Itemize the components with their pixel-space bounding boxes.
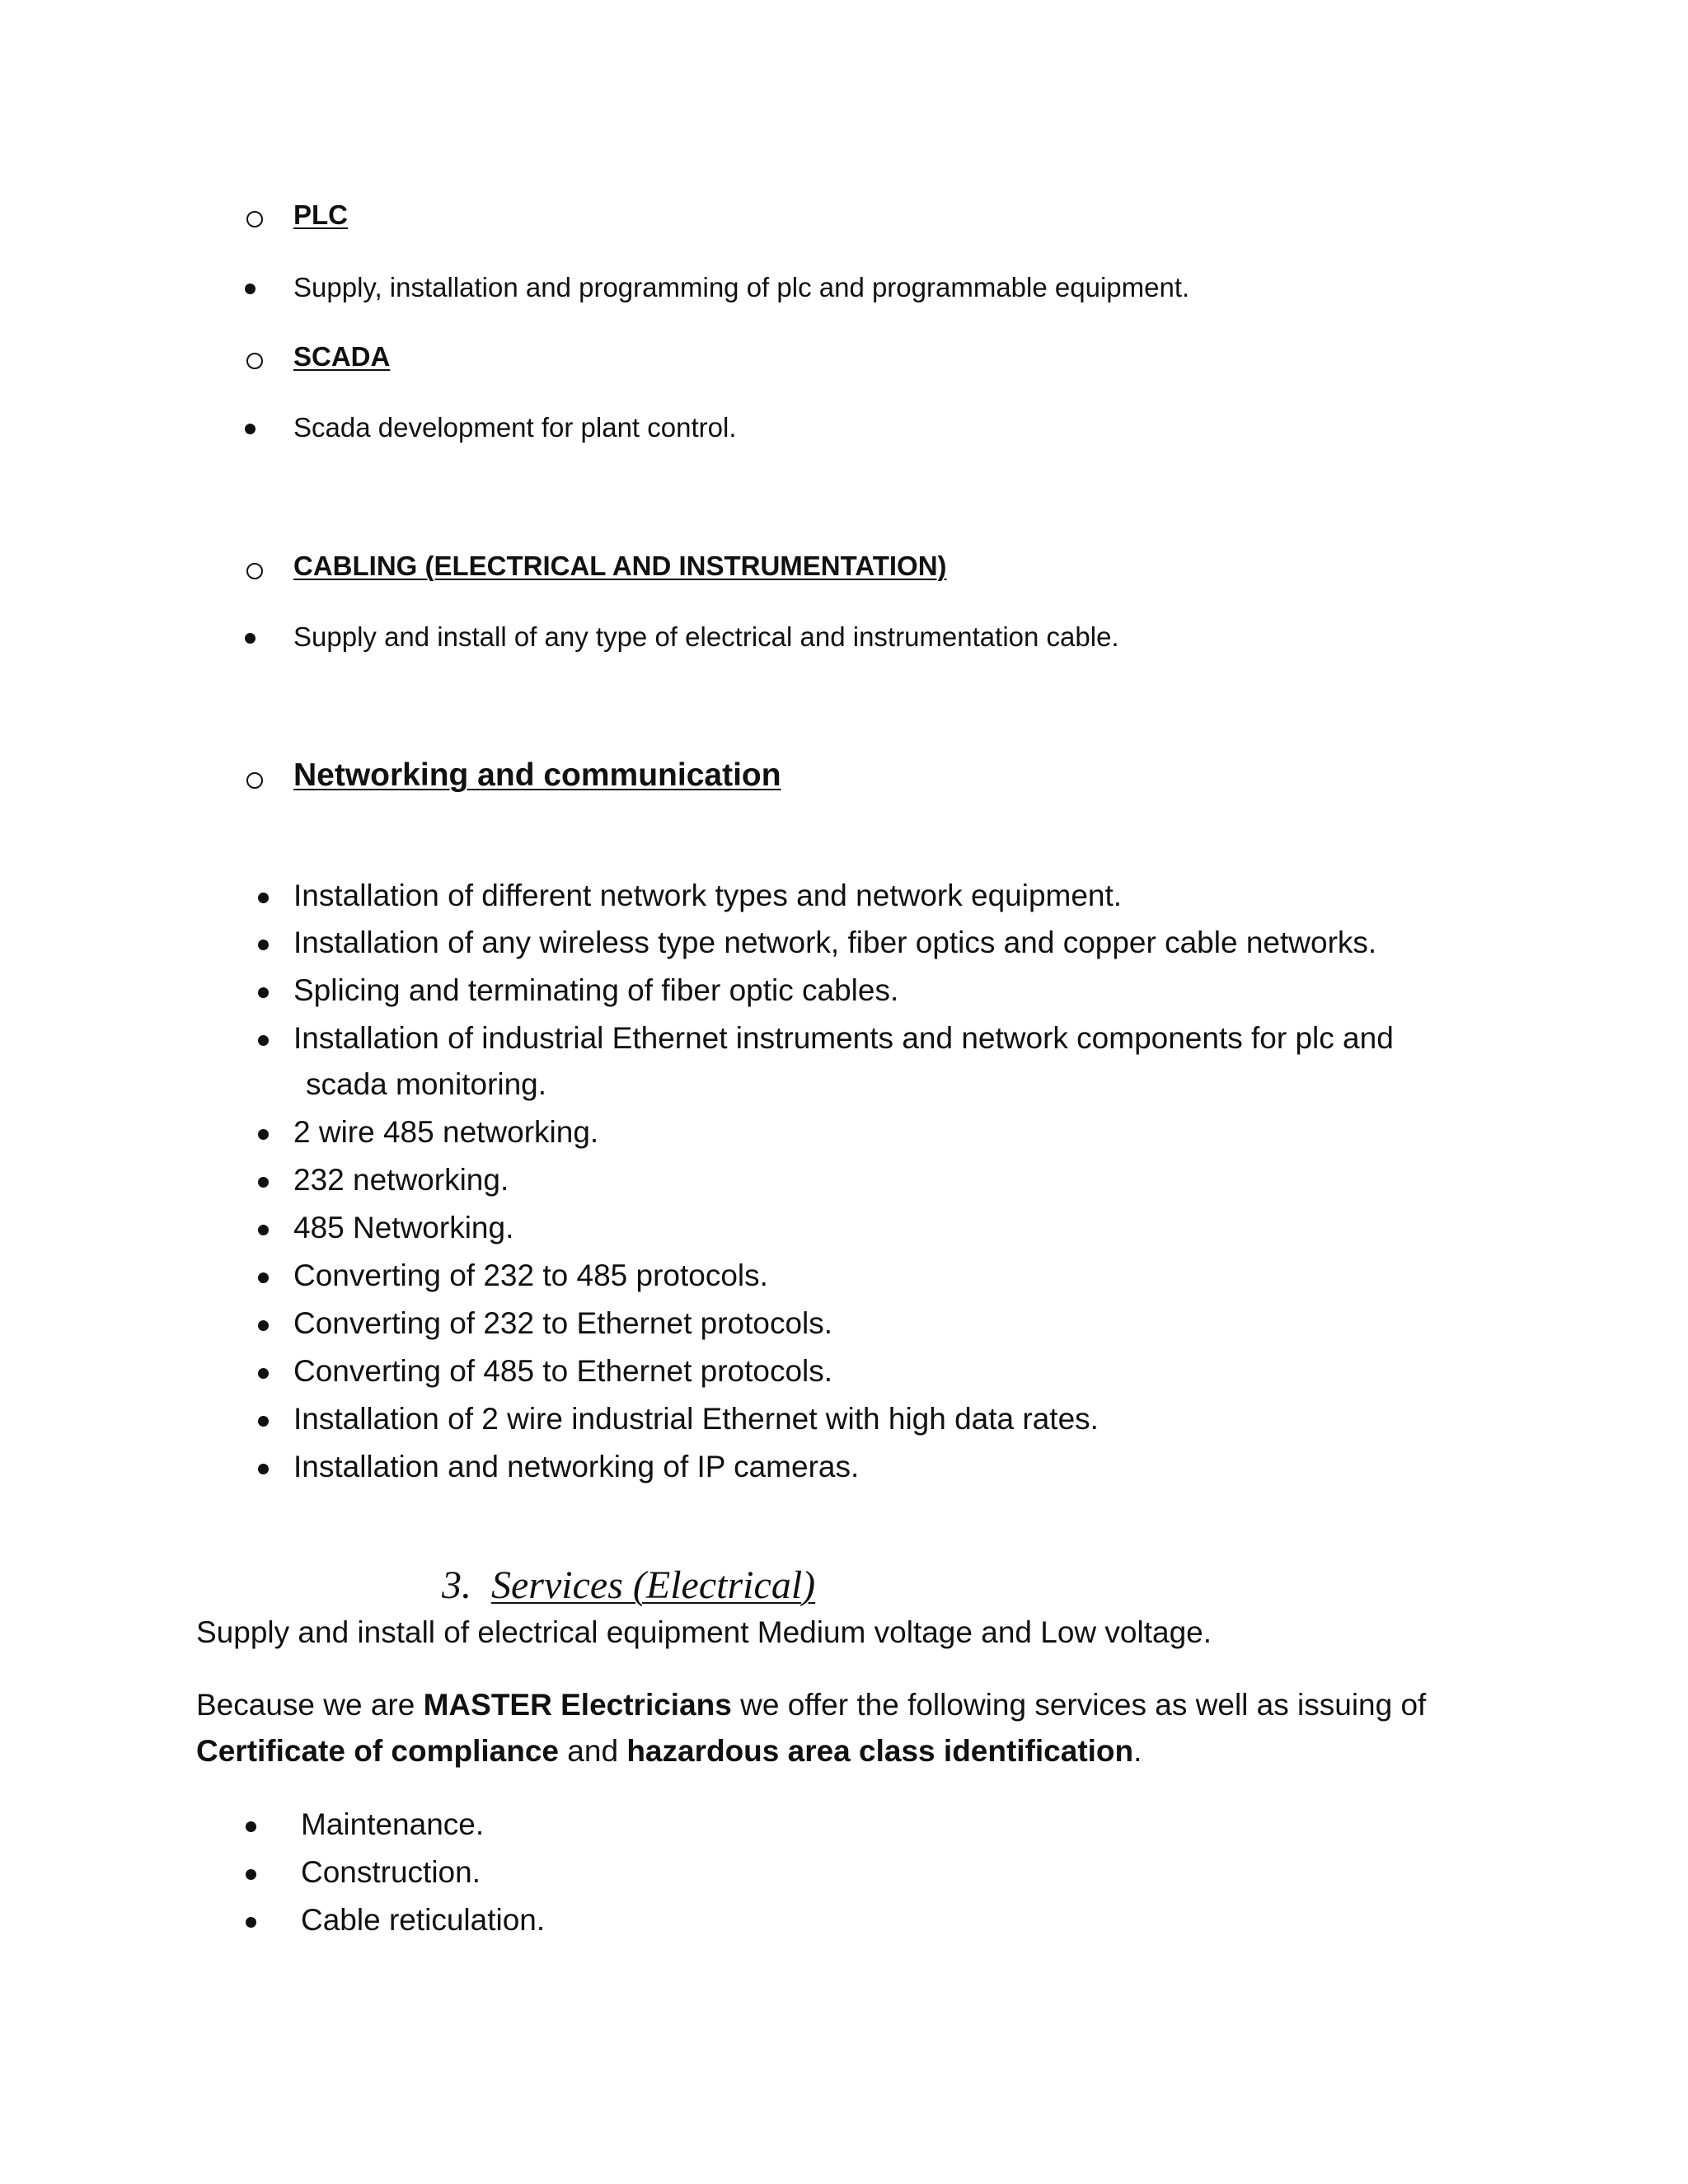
bullet-icon <box>258 1464 269 1474</box>
bullet-icon <box>258 1416 269 1427</box>
services-paragraph-line1 <box>196 1688 1426 1722</box>
paragraph-text: . <box>1133 1734 1142 1768</box>
list-item: Installation of 2 wire industrial Ethernet with high data rates. <box>293 1402 1099 1436</box>
paragraph-text: and <box>559 1734 627 1768</box>
services-heading-number: 3. <box>442 1563 471 1607</box>
hollow-bullet-icon <box>246 353 263 369</box>
list-item: 485 Networking. <box>293 1211 514 1244</box>
list-item: Scada development for plant control. <box>293 412 737 443</box>
bullet-icon <box>258 1129 269 1140</box>
services-paragraph-line2 <box>196 1734 1142 1769</box>
paragraph-text: we offer the following services as well as issuing of <box>731 1688 1427 1722</box>
list-item: Installation and networking of IP cameras. <box>293 1450 860 1483</box>
section-heading-scada: SCADA <box>293 341 391 372</box>
paragraph-bold-text: hazardous area class identification <box>626 1734 1134 1768</box>
list-item: 2 wire 485 networking. <box>293 1115 599 1149</box>
list-item: Converting of 232 to 485 protocols. <box>293 1258 768 1292</box>
list-item: 232 networking. <box>293 1163 509 1197</box>
bullet-icon <box>246 1917 256 1928</box>
section-heading-cabling: CABLING (ELECTRICAL AND INSTRUMENTATION) <box>293 551 947 581</box>
list-item: Maintenance. <box>301 1807 485 1841</box>
hollow-bullet-icon <box>246 211 263 227</box>
bullet-icon <box>245 633 256 644</box>
list-item: Installation of industrial Ethernet instruments and network components for plc and <box>293 1021 1394 1055</box>
list-item: Supply and install of any type of electrical and instrumentation cable. <box>293 621 1119 652</box>
bullet-icon <box>258 893 269 903</box>
section-heading-networking: Networking and communication <box>293 757 781 793</box>
bullet-icon <box>258 940 269 950</box>
list-item: Converting of 485 to Ethernet protocols. <box>293 1354 833 1388</box>
list-item: Cable reticulation. <box>301 1903 546 1937</box>
list-item: Installation of different network types and network equipment. <box>293 879 1123 912</box>
bullet-icon <box>258 1225 269 1235</box>
bullet-icon <box>258 1035 269 1046</box>
bullet-icon <box>258 1177 269 1188</box>
bullet-icon <box>258 1272 269 1283</box>
list-item: Supply, installation and programming of plc and programmable equipment. <box>293 272 1190 302</box>
section-heading-plc: PLC <box>293 199 348 230</box>
bullet-icon <box>258 987 269 998</box>
bullet-icon <box>258 1320 269 1331</box>
bullet-icon <box>245 284 256 294</box>
list-item: Splicing and terminating of fiber optic cables. <box>293 973 899 1007</box>
hollow-bullet-icon <box>246 772 263 789</box>
list-item: Converting of 232 to Ethernet protocols. <box>293 1306 833 1340</box>
services-heading <box>442 1563 815 1608</box>
paragraph-bold-text: Certificate of compliance <box>196 1734 560 1768</box>
bullet-icon <box>246 1869 256 1880</box>
bullet-icon <box>258 1368 269 1379</box>
paragraph-bold-text: MASTER Electricians <box>423 1688 732 1722</box>
bullet-icon <box>246 1821 256 1832</box>
list-item: Installation of any wireless type network, fiber optics and copper cable networks. <box>293 926 1377 959</box>
list-item: Construction. <box>301 1855 481 1889</box>
hollow-bullet-icon <box>246 563 263 579</box>
services-intro: Supply and install of electrical equipment Medium voltage and Low voltage. <box>196 1615 1212 1649</box>
services-heading-title: Services (Electrical) <box>491 1563 816 1607</box>
paragraph-text: Because we are <box>196 1688 424 1722</box>
bullet-icon <box>245 424 256 434</box>
list-item-continuation: scada monitoring. <box>306 1067 547 1101</box>
